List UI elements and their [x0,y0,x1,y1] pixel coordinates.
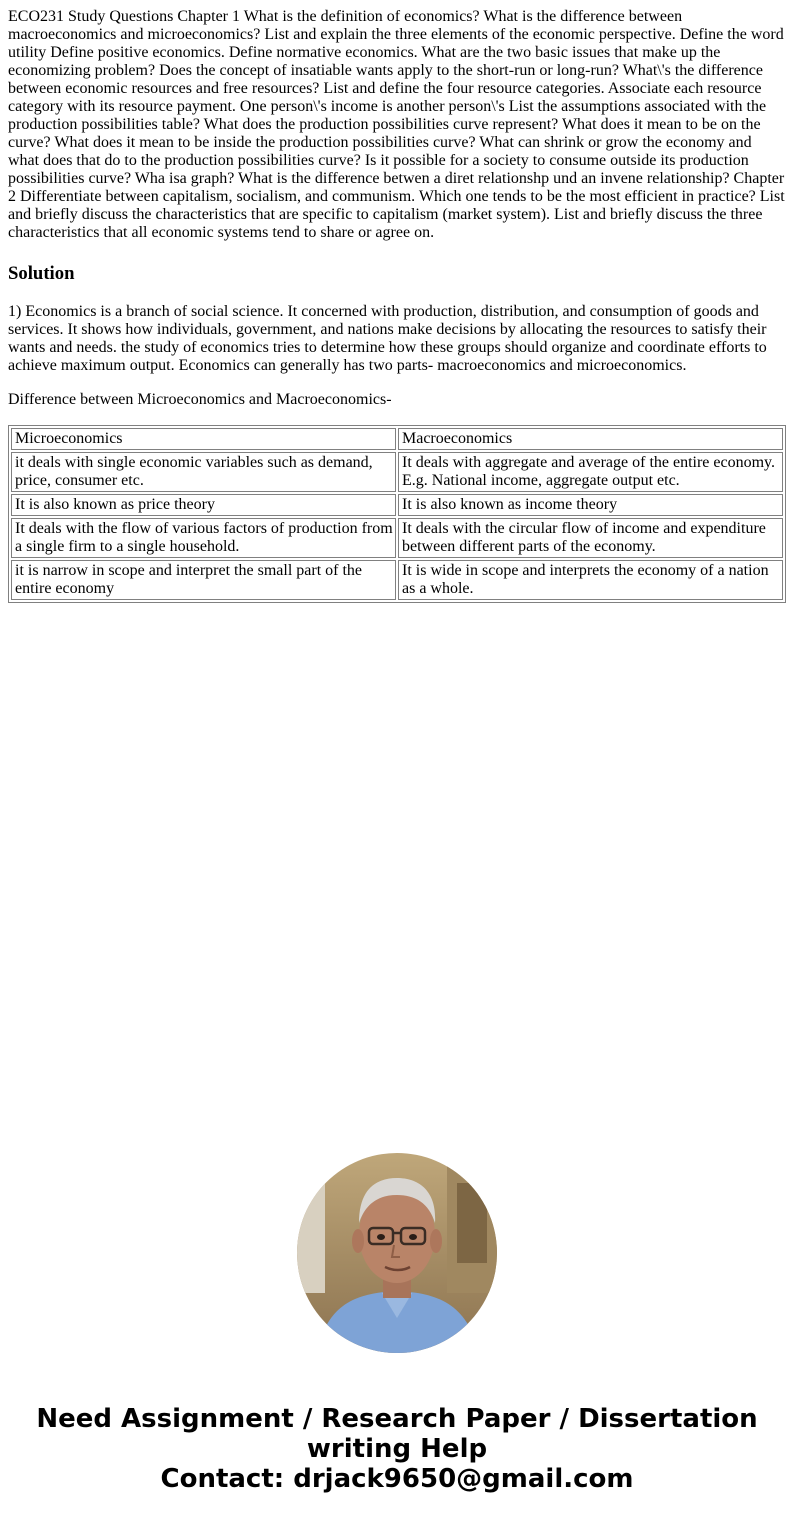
promo-banner [0,1404,794,1494]
table-row [11,518,783,558]
solution-heading: Solution [8,263,75,284]
avatar [297,1153,497,1353]
table-row [11,452,783,492]
promo-line: Need Assignment / Research Paper / Dissertation [36,1404,758,1434]
solution-paragraph: 1) Economics is a branch of social science. It concerned with production, distribution, and consumption of goods and services. It shows how individuals, government, and nations make decisions by allocating the resources to satisfy their wants and needs. the study of economics tries to determine how these groups should organize and coordinate efforts to achieve maximum output. Economics can generally has two parts- macroeconomics and microeconomics. [8,303,767,374]
comparison-table [8,425,786,603]
table-row [11,560,783,600]
table-cell: It deals with aggregate and average of the entire economy. E.g. National income, aggregate output etc. [398,452,783,492]
table-cell: It deals with the circular flow of income and expenditure between different parts of the economy. [398,518,783,558]
comparison-intro: Difference between Microeconomics and Macroeconomics- [8,391,392,408]
document-content [8,8,786,603]
table-cell: It deals with the flow of various factors of production from a single firm to a single household. [11,518,396,558]
table-cell: It is also known as price theory [11,494,396,516]
table-header-cell: Macroeconomics [398,428,783,450]
table-row [11,494,783,516]
table-header-row [11,428,783,450]
table-header-cell: Microeconomics [11,428,396,450]
table-cell: it deals with single economic variables such as demand, price, consumer etc. [11,452,396,492]
table-cell: It is also known as income theory [398,494,783,516]
table-cell: It is wide in scope and interprets the economy of a nation as a whole. [398,560,783,600]
promo-contact: Contact: drjack9650@gmail.com [160,1464,634,1494]
question-text: ECO231 Study Questions Chapter 1 What is the definition of economics? What is the difference between macroeconomics and microeconomics? List and explain the three elements of the economic perspective. Define the word utility Define positive economics. Define normative economics. What are the two basic issues that make up the economizing problem? Does the concept of insatiable wants apply to the short-run or long-run? What\'s the difference between economic resources and free resources? List and define the four resource categories. Associate each resource category with its resource payment. One person\'s income is another person\'s List the assumptions associated with the production possibilities table? What does the production possibilities curve represent? What does it mean to be on the curve? What does it mean to be inside the production possibilities curve? What can shrink or grow the economy and what does that do to the production possibilities curve? Is it possible for a society to consume outside its production possibilities curve? Wha isa graph? What is the difference betwen a diret relationshp und an invene relationship? Chapter 2 Differentiate between capitalism, socialism, and communism. Which one tends to be the most efficient in practice? List and briefly discuss the characteristics that are specific to capitalism (market system). List and briefly discuss the three characteristics that all economic systems tend to share or agree on. [8,8,785,241]
table-cell: it is narrow in scope and interpret the small part of the entire economy [11,560,396,600]
tutor-photo-illustration [297,1153,497,1353]
promo-line: writing Help [306,1434,488,1464]
